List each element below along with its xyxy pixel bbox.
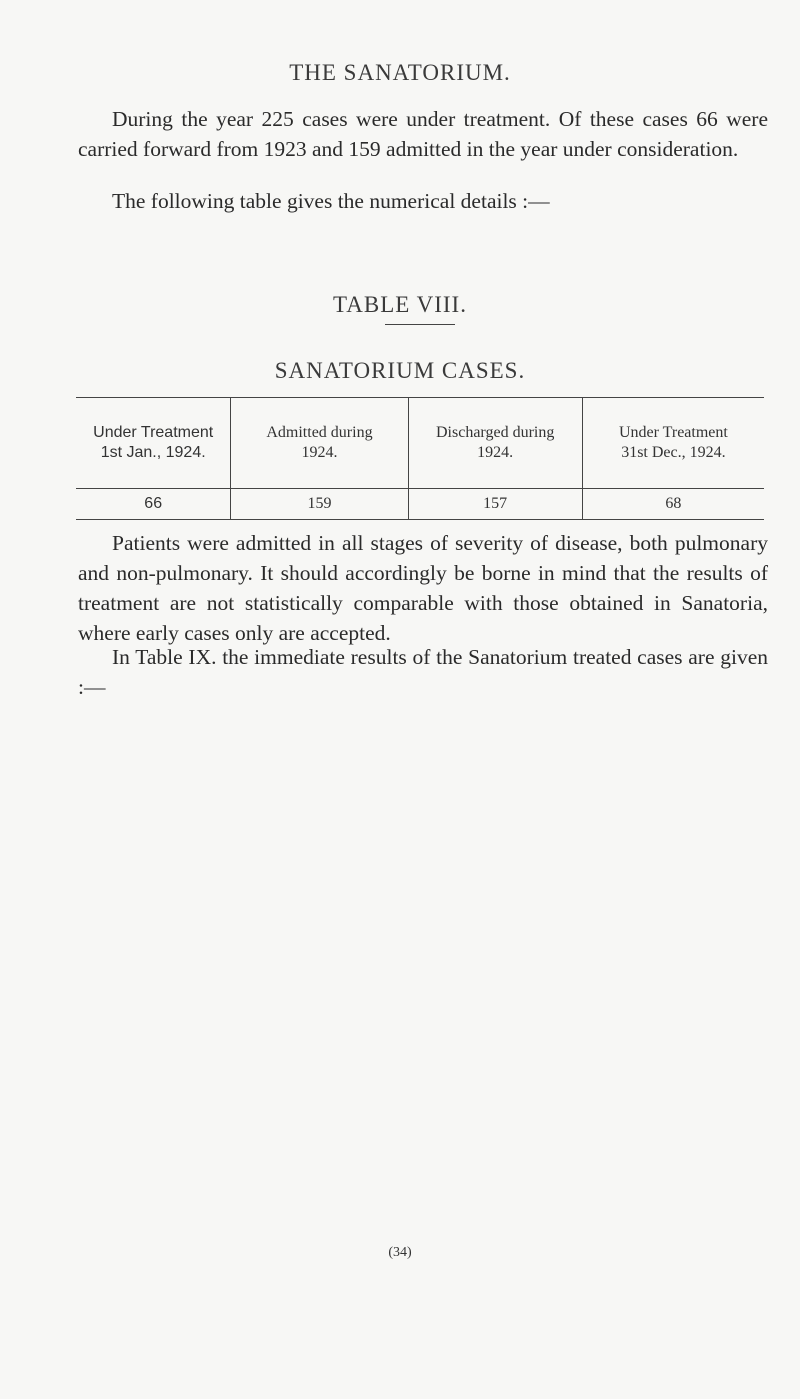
header-line: 1924. bbox=[301, 444, 338, 461]
cell-discharged: 157 bbox=[408, 489, 582, 520]
cell-under-treatment-end: 68 bbox=[582, 489, 764, 520]
severity-paragraph: Patients were admitted in all stages of severity of disease, both pulmonary and non-pulmonary. It should accordingly be borne in mind that the results of treatment are not statistically comparable with those obtained in Sanatoria, where early cases only are accepted. bbox=[78, 531, 768, 645]
page-title: THE SANATORIUM. bbox=[289, 60, 511, 85]
header-line: Under Treatment bbox=[618, 424, 728, 441]
header-line: 1st Jan., 1924. bbox=[100, 444, 206, 461]
table-row bbox=[76, 489, 764, 520]
cell-admitted: 159 bbox=[231, 489, 408, 520]
header-line: Discharged during bbox=[436, 424, 555, 441]
header-discharged bbox=[408, 398, 582, 489]
header-under-treatment-end bbox=[582, 398, 764, 489]
table-intro-paragraph: The following table gives the numerical details :— bbox=[112, 189, 550, 213]
table-ix-paragraph: In Table IX. the immediate results of the Sanatorium treated cases are given :— bbox=[78, 645, 768, 699]
header-under-treatment-start bbox=[76, 398, 231, 489]
table-subtitle: SANATORIUM CASES. bbox=[274, 358, 526, 383]
header-line: 1924. bbox=[477, 444, 514, 461]
sanatorium-cases-table bbox=[76, 397, 764, 520]
header-admitted bbox=[231, 398, 408, 489]
table-header-row bbox=[76, 398, 764, 489]
header-line: 31st Dec., 1924. bbox=[621, 444, 726, 461]
intro-paragraph: During the year 225 cases were under treatment. Of these cases 66 were carried forward from 1923 and 159 admitted in the year under consideration. bbox=[78, 107, 768, 161]
page-number: (34) bbox=[388, 1245, 412, 1260]
table-title: TABLE VIII. bbox=[333, 292, 467, 317]
cell-under-treatment-start: 66 bbox=[144, 495, 163, 512]
header-line: Under Treatment bbox=[93, 424, 214, 441]
header-line: Admitted during bbox=[266, 424, 373, 441]
title-divider bbox=[385, 324, 455, 325]
